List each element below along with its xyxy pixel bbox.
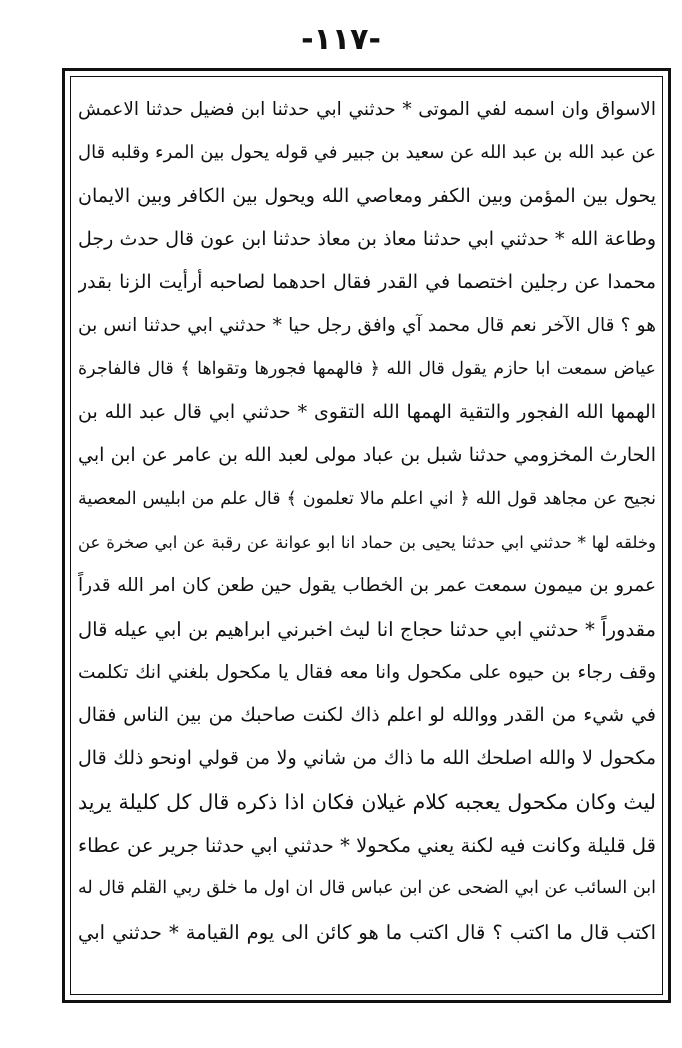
text-line: محمدا عن رجلين اختصما في القدر فقال احدهما لصاحبه أرأيت الزنا بقدر [78,271,656,294]
text-line: في شيء من القدر ووالله لو اعلم ذاك لكنت صاحبك من بين الناس فقال [78,704,656,727]
text-line: قل قليلة وكانت فيه لكنة يعني مكحولا * حدثني ابي حدثنا جرير عن عطاء [78,834,656,858]
text-line: هو ؟ قال الآخر نعم قال محمد آي وافق رجل حيا * حدثني ابي حدثنا انس بن [78,315,656,337]
text-line: مكحول لا والله اصلحك الله ما ذاك من شاني ولا من قولي اونحو ذلك قال [78,747,656,770]
text-line: يحول بين المؤمن وبين الكفر ومعاصي الله ويحول بين الكافر وبين الايمان [78,184,656,207]
text-line: عياض سمعت ابا حازم يقول قال الله ﴿ فالهمها فجورها وتقواها ﴾ قال فالفاجرة [78,358,656,379]
text-line: مقدوراً * حدثني ابي حدثنا حجاج انا ليث اخبرني ابراهيم بن ابي عيله قال [78,617,656,641]
text-line: عمرو بن ميمون سمعت عمر بن الخطاب يقول حين طعن كان امر الله قدراً [78,575,656,597]
text-line: وقف رجاء بن حيوه على مكحول وانا معه فقال يا مكحول بلغني انك تكلمت [78,661,656,683]
text-line: ابن السائب عن ابي الضحى عن ابن عباس قال ان اول ما خلق ربي القلم قال له [78,878,656,899]
page-number: -١١٧- [301,22,381,57]
text-line: الحارث المخزومي حدثنا شبل بن عباد مولى لعبد الله بن عامر عن ابن ابي [78,444,656,467]
text-line: عن عبد الله بن عبد الله عن سعيد بن جبير في قوله يحول بين المرء وقلبه قال [78,142,656,164]
text-line: نجيح عن مجاهد قول الله ﴿ اني اعلم مالا تعلمون ﴾ قال علم من ابليس المعصية [78,488,656,509]
text-line: وطاعة الله * حدثني ابي حدثنا معاذ بن معاذ حدثنا ابن عون قال حدث رجل [78,227,656,250]
text-line: الاسواق وان اسمه لفي الموتى * حدثني ابي حدثنا ابن فضيل حدثنا الاعمش [78,99,656,120]
text-line: اكتب قال ما اكتب ؟ قال اكتب ما هو كائن الى يوم القيامة * حدثني ابي [78,920,656,944]
text-line: الهمها الله الفجور والتقية الهمها الله التقوى * حدثني ابي قال عبد الله بن [78,401,656,424]
text-line: ليث وكان مكحول يعجبه كلام غيلان فكان اذا ذكره قال كل كليلة يريد [78,789,656,814]
text-body [78,88,656,988]
text-line: وخلقه لها * حدثني ابي حدثنا يحيى بن حماد انا ابو عوانة عن رقبة عن ابي صخرة عن [78,532,656,552]
